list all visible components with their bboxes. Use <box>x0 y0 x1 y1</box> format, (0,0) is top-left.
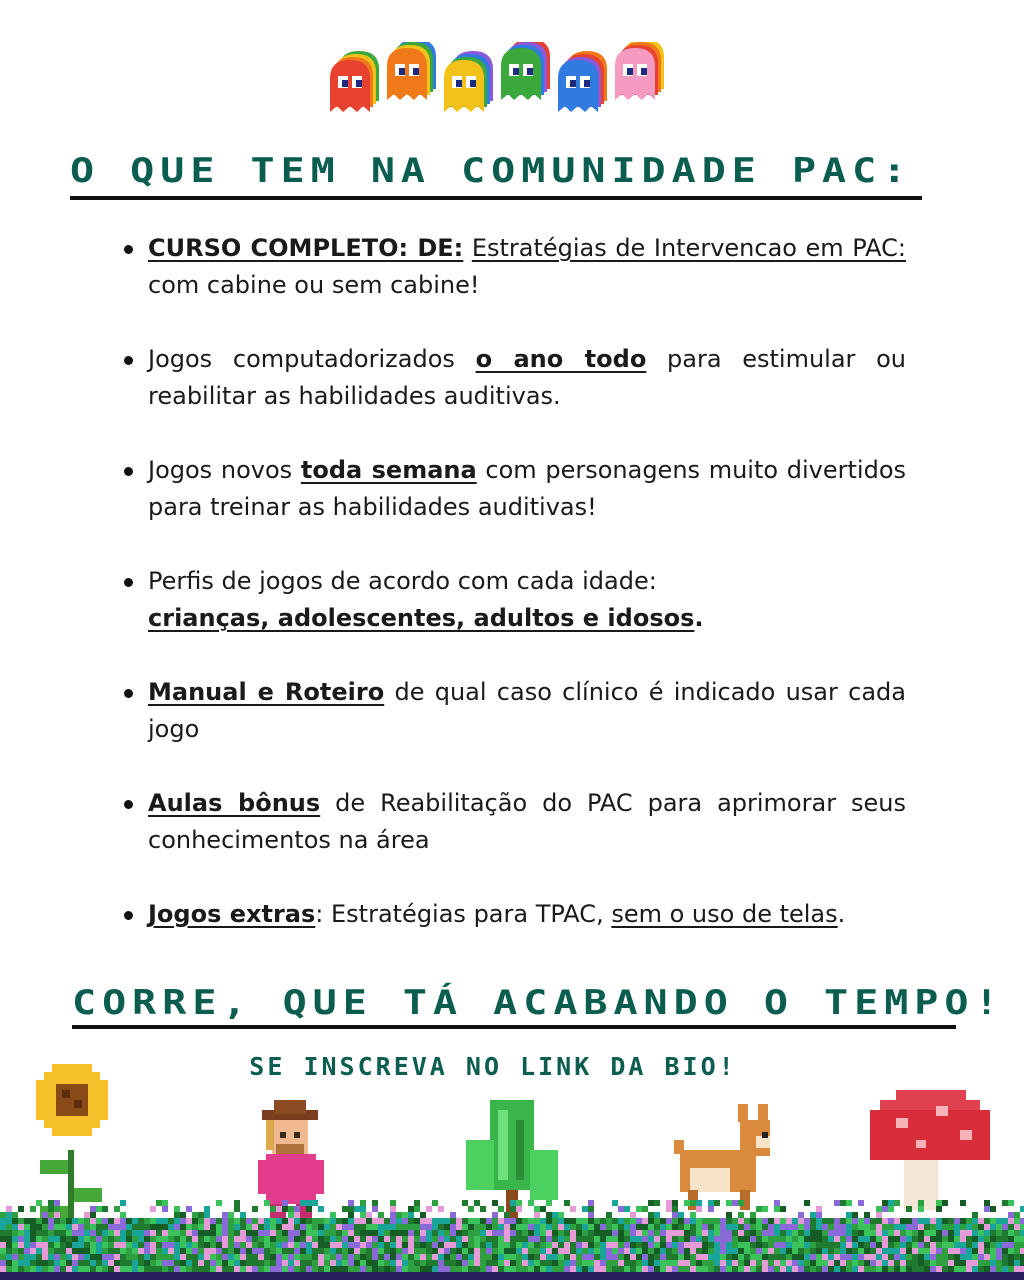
cta-subline: SE INSCREVA NO LINK DA BIO! <box>249 1052 737 1081</box>
ghost-icon <box>444 51 493 112</box>
ghost-icon <box>387 42 436 100</box>
grass-ground <box>0 1200 1024 1280</box>
list-item: Jogos novos toda semana com personagens muito divertidos para treinar as habilidades auditivas! <box>120 452 906 526</box>
feature-list <box>120 230 906 970</box>
page-title: O QUE TEM NA COMUNIDADE PAC: <box>70 151 913 191</box>
list-item: Manual e Roteiro de qual caso clínico é indicado usar cada jogo <box>120 674 906 748</box>
list-item: Jogos extras: Estratégias para TPAC, sem o uso de telas. <box>120 896 906 933</box>
list-item: Perfis de jogos de acordo com cada idade: crianças, adolescentes, adultos e idosos. <box>120 563 906 637</box>
ghost-icon <box>558 51 607 112</box>
cta-headline: CORRE, QUE TÁ ACABANDO O TEMPO! <box>72 983 1005 1023</box>
cta-divider <box>72 1025 956 1029</box>
ghost-icon <box>501 42 550 100</box>
ghost-icon <box>615 42 664 100</box>
ghost-row-logo <box>326 42 666 132</box>
list-item: CURSO COMPLETO: DE: Estratégias de Intervencao em PAC: com cabine ou sem cabine! <box>120 230 906 304</box>
pixel-garden-scene <box>0 1060 1024 1280</box>
mushroom-icon <box>870 1090 990 1210</box>
list-item: Aulas bônus de Reabilitação do PAC para aprimorar seus conhecimentos na área <box>120 785 906 859</box>
ghost-icon <box>330 51 379 112</box>
title-divider <box>70 196 922 200</box>
corgi-dog-icon <box>674 1104 770 1210</box>
list-item: Jogos computadorizados o ano todo para estimular ou reabilitar as habilidades auditivas. <box>120 341 906 415</box>
